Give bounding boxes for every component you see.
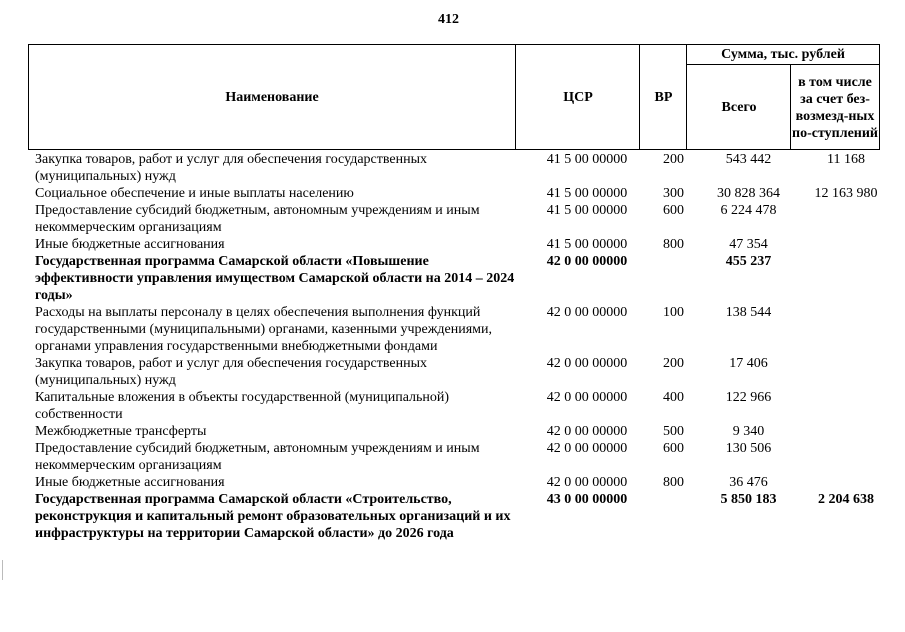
table-row	[0, 355, 905, 389]
row-csr: 42 0 00 00000	[546, 305, 628, 320]
row-total: 5 850 183	[720, 492, 777, 507]
row-total: 6 224 478	[720, 203, 777, 218]
row-total: 9 340	[732, 424, 765, 439]
table-header	[28, 44, 880, 150]
row-total: 30 828 364	[717, 186, 780, 201]
row-vr: 400	[663, 390, 684, 405]
table-row	[0, 253, 905, 304]
row-csr: 42 0 00 00000	[546, 424, 628, 439]
row-name: Межбюджетные трансферты	[35, 424, 207, 439]
row-vr: 300	[663, 186, 684, 201]
row-total: 122 966	[725, 390, 772, 405]
table-row	[0, 202, 905, 236]
row-vr: 200	[663, 152, 684, 167]
header-divider	[686, 64, 879, 65]
row-name: Государственная программа Самарской области «Повышение эффективности управления имуществом Самарской области на 2014 – 2024 годы»	[35, 254, 515, 303]
row-name: Закупка товаров, работ и услуг для обеспечения государственных (муниципальных) нужд	[35, 356, 428, 388]
row-csr: 43 0 00 00000	[546, 492, 628, 507]
row-vr: 800	[663, 475, 684, 490]
row-free-receipts: 2 204 638	[818, 492, 874, 507]
row-csr: 41 5 00 00000	[546, 186, 628, 201]
header-name: Наименование	[225, 89, 319, 105]
header-csr: ЦСР	[563, 89, 593, 105]
row-free-receipts	[801, 440, 891, 474]
row-free-receipts: 11 168	[827, 152, 865, 167]
row-name: Закупка товаров, работ и услуг для обеспечения государственных (муниципальных) нужд	[35, 152, 428, 184]
header-divider	[639, 45, 640, 149]
table-row	[0, 440, 905, 474]
header-divider	[686, 45, 687, 149]
row-free-receipts	[801, 253, 891, 304]
row-free-receipts	[801, 474, 891, 491]
table-row	[0, 185, 905, 202]
row-csr: 41 5 00 00000	[546, 237, 628, 252]
row-csr: 42 0 00 00000	[546, 390, 628, 405]
header-divider	[790, 64, 791, 149]
scan-edge-mark	[2, 560, 3, 580]
row-name: Государственная программа Самарской области «Строительство, реконструкция и капитальный ремонт образовательных организаций и их инфраструктуры на территории Самарской области» до 2026 года	[35, 492, 511, 541]
table-row	[0, 236, 905, 253]
row-csr: 42 0 00 00000	[546, 441, 628, 456]
row-free-receipts	[801, 423, 891, 440]
row-vr	[651, 491, 696, 542]
row-vr: 500	[663, 424, 684, 439]
table-row	[0, 304, 905, 355]
row-total: 17 406	[729, 356, 768, 371]
row-free-receipts	[801, 355, 891, 389]
header-sum-group: Сумма, тыс. рублей	[721, 47, 845, 62]
row-csr: 41 5 00 00000	[546, 152, 628, 167]
row-name: Иные бюджетные ассигнования	[35, 237, 225, 252]
header-total: Всего	[721, 100, 757, 115]
row-vr: 100	[663, 305, 684, 320]
row-csr: 42 0 00 00000	[546, 356, 628, 371]
table-row	[0, 389, 905, 423]
header-free-receipts: в том числе за счет без-возмезд-ных по-ступлений	[792, 74, 878, 141]
header-vr: ВР	[654, 89, 673, 105]
table-body	[0, 151, 905, 542]
header-divider	[515, 45, 516, 149]
row-name: Капитальные вложения в объекты государственной (муниципальной) собственности	[35, 390, 450, 422]
page-number: 412	[438, 12, 459, 27]
row-total: 543 442	[725, 152, 772, 167]
row-name: Предоставление субсидий бюджетным, автономным учреждениям и иным некоммерческим организациям	[35, 203, 480, 235]
row-vr: 200	[663, 356, 684, 371]
row-free-receipts: 12 163 980	[814, 186, 878, 201]
row-csr: 42 0 00 00000	[546, 254, 628, 269]
row-vr: 600	[663, 441, 684, 456]
row-name: Иные бюджетные ассигнования	[35, 475, 225, 490]
row-free-receipts	[801, 236, 891, 253]
row-vr: 800	[663, 237, 684, 252]
table-row	[0, 491, 905, 542]
table-row	[0, 423, 905, 440]
row-name: Предоставление субсидий бюджетным, автономным учреждениям и иным некоммерческим организациям	[35, 441, 480, 473]
row-free-receipts	[801, 389, 891, 423]
row-free-receipts	[801, 304, 891, 355]
row-vr: 600	[663, 203, 684, 218]
row-csr: 41 5 00 00000	[546, 203, 628, 218]
row-free-receipts	[801, 202, 891, 236]
row-total: 130 506	[725, 441, 772, 456]
row-total: 455 237	[725, 254, 772, 269]
row-name: Расходы на выплаты персоналу в целях обеспечения выполнения функций государственными (муниципальными) органами, казенными учреждениями, органами управления государственными внебюджетными фондами	[35, 305, 492, 354]
row-vr	[651, 253, 696, 304]
row-csr: 42 0 00 00000	[546, 475, 628, 490]
row-total: 138 544	[725, 305, 772, 320]
table-row	[0, 151, 905, 185]
table-row	[0, 474, 905, 491]
row-total: 36 476	[729, 475, 768, 490]
row-name: Социальное обеспечение и иные выплаты населению	[35, 186, 354, 201]
row-total: 47 354	[729, 237, 768, 252]
